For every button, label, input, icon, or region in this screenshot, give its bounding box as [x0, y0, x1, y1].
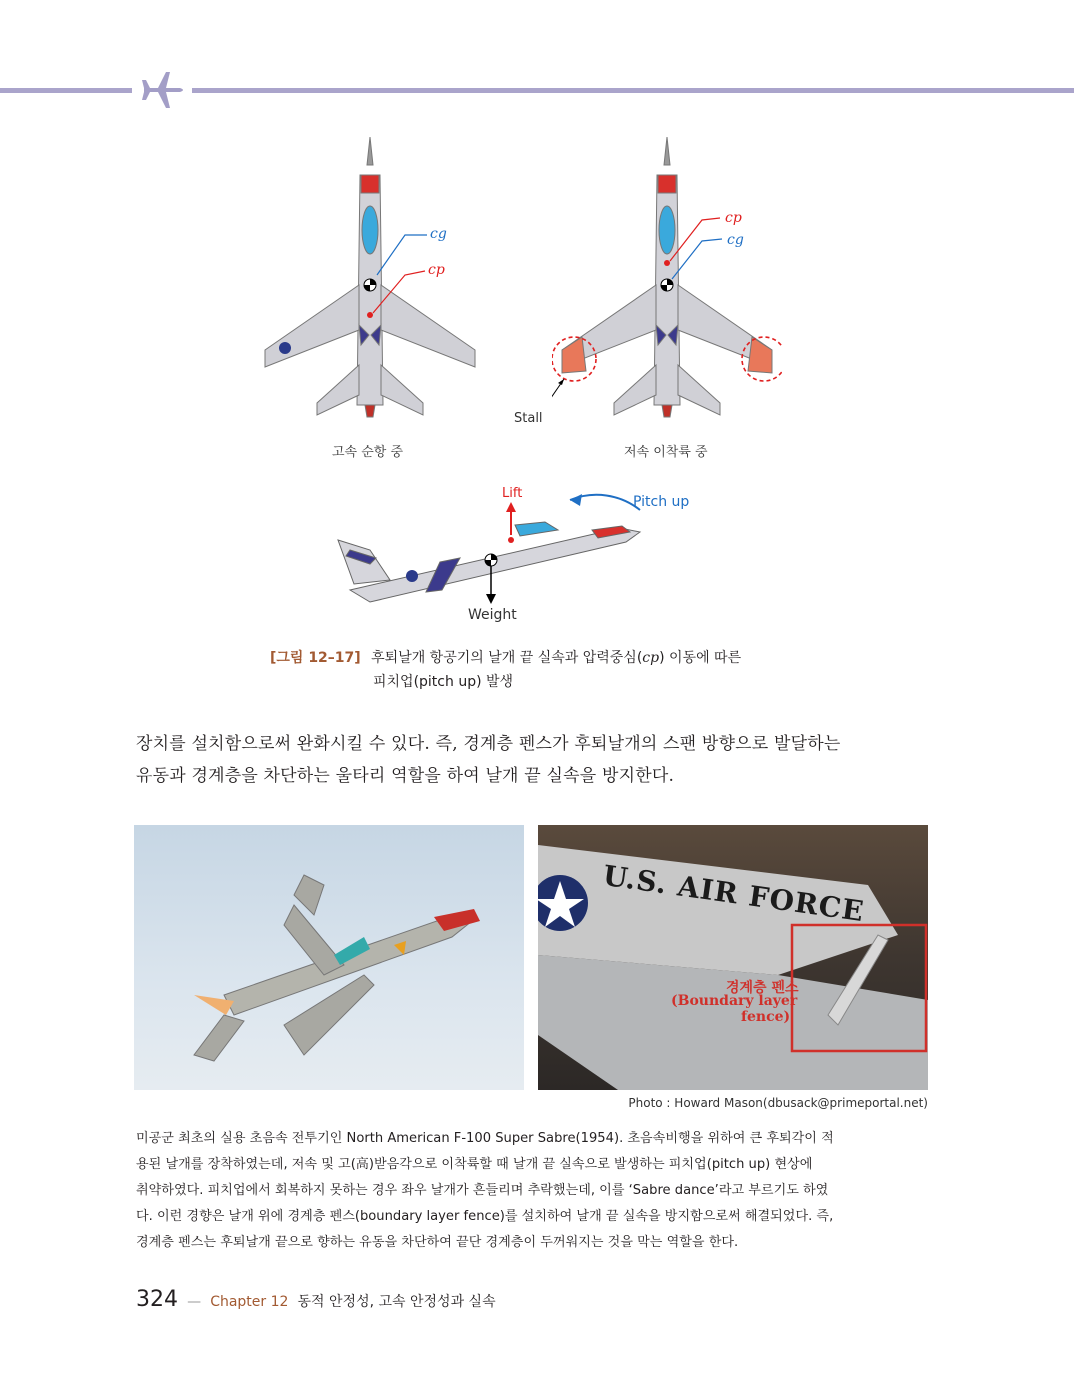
header-rule-right — [192, 88, 1074, 93]
caption-text-1: 후퇴날개 항공기의 날개 끝 실속과 압력중심( — [371, 650, 643, 666]
fuselage-marking: U.S. AIR FORCE — [600, 858, 867, 929]
caption-right: 저속 이착륙 중 — [624, 445, 708, 460]
photo-credit: Photo : Howard Mason(dbusack@primeportal.net) — [628, 1096, 928, 1110]
paragraph-line-3: 취약하였다. 피치업에서 회복하지 못하는 경우 좌우 날개가 흔들리며 추락했는데, 이를 ‘Sabre dance’라고 부르기도 하였 — [136, 1183, 829, 1198]
fence-label-ko: 경계층 펜스 — [726, 980, 799, 996]
stall-label: Stall — [514, 411, 543, 426]
header-rule-left — [0, 88, 132, 93]
airplane-icon — [140, 70, 186, 110]
paragraph-line-5: 경계층 펜스는 후퇴날개 끝으로 향하는 유동을 차단하여 끝단 경계층이 두꺼워지는 것을 막는 역할을 한다. — [136, 1235, 739, 1250]
paragraph-line-1: 미공군 최초의 실용 초음속 전투기인 North American F-100 Super Sabre(1954). 초음속비행을 위하여 큰 후퇴각이 적 — [136, 1131, 834, 1146]
photo-right-boundary-fence — [538, 825, 928, 1090]
figure-caption — [270, 646, 741, 694]
footer-chapter: Chapter 12 — [210, 1294, 289, 1310]
cp-label-right: cp — [725, 210, 742, 226]
figure-top-view-right — [552, 135, 782, 425]
photo-left-f100-flight — [134, 825, 524, 1090]
footer-dash: — — [187, 1294, 202, 1310]
body-text — [136, 728, 936, 792]
weight-label: Weight — [468, 607, 517, 623]
paragraph-line-4: 다. 이런 경향은 날개 위에 경계층 펜스(boundary layer fence)를 설치하여 날개 끝 실속을 방지함으로써 해결되었다. 즉, — [136, 1209, 834, 1224]
page-number: 324 — [136, 1287, 178, 1312]
footer-title: 동적 안정성, 고속 안정성과 실속 — [297, 1294, 496, 1310]
cg-label-right: cg — [727, 232, 744, 248]
figure-top-view-left — [255, 135, 485, 425]
caption-cp: cp — [642, 650, 660, 666]
cg-label-left: cg — [430, 226, 447, 242]
fence-label-en-2: fence) — [741, 1009, 791, 1025]
description-paragraph — [136, 1126, 936, 1256]
paragraph-line-2: 용된 날개를 장착하였는데, 저속 및 고(高)받음각으로 이착륙할 때 날개 끝 실속으로 발생하는 피치업(pitch up) 현상에 — [136, 1157, 813, 1172]
pitch-up-label: Pitch up — [633, 494, 690, 510]
caption-left: 고속 순항 중 — [332, 445, 404, 460]
cp-label-left: cp — [428, 262, 445, 278]
caption-text-1b: ) 이동에 따른 — [659, 650, 742, 666]
fence-label-en-1: (Boundary layer — [671, 993, 798, 1009]
body-line-2: 유동과 경계층을 차단하는 울타리 역할을 하여 날개 끝 실속을 방지한다. — [136, 766, 675, 786]
caption-text-2: 피치업(pitch up) 발생 — [373, 674, 514, 690]
page-footer — [136, 1287, 496, 1312]
body-line-1: 장치를 설치함으로써 완화시킬 수 있다. 즉, 경계층 펜스가 후퇴날개의 스팬 방향으로 발달하는 — [136, 734, 841, 754]
lift-label: Lift — [502, 486, 523, 501]
figure-number: [그림 12–17] — [270, 650, 361, 666]
